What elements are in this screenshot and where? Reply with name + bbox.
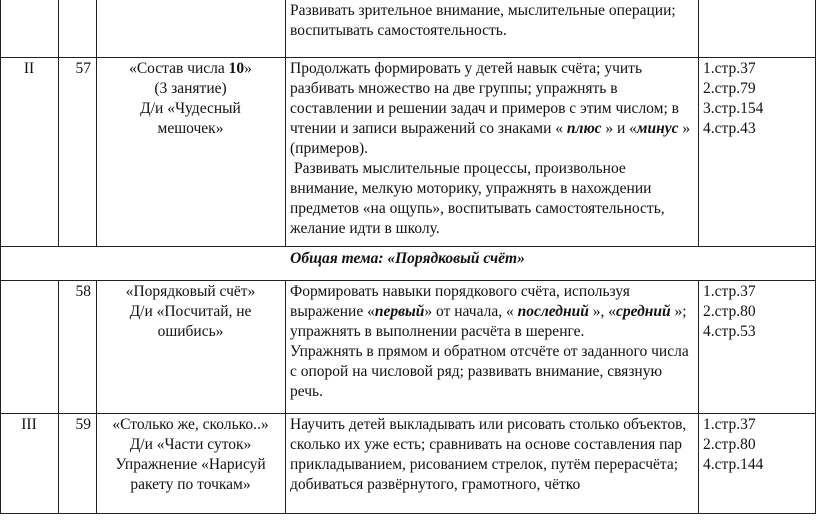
goal-line: Упражнять в прямом и обратном отсчёте от заданного числа	[290, 343, 689, 360]
topic-line: ошибись»	[157, 323, 224, 340]
goal-line: Формировать навыки порядкового счёта, используя	[290, 283, 630, 300]
goal-cell	[286, 58, 699, 247]
goal-line: с опорой на числовой ряд; развивать внимание, связную	[290, 363, 663, 380]
topic-line: мешочек»	[157, 120, 224, 137]
goal-line: желание идти в школу.	[290, 220, 440, 237]
table-row	[1, 414, 816, 514]
topic-line: Упражнение «Нарисуй	[115, 456, 266, 473]
goal-cell	[286, 414, 699, 514]
section-cell	[1, 281, 59, 414]
goal-line: добиваться развёрнутого, грамотного, чётко	[290, 476, 581, 493]
topic-cell	[97, 281, 286, 414]
topic-title: «Состав числа 10»	[129, 60, 252, 77]
number-cell: 59	[59, 414, 97, 514]
goal-line: составлении и решении задач и примеров с этим числом; в	[290, 100, 679, 117]
goal-line: Научить детей выкладывать или рисовать столько объектов,	[290, 416, 687, 433]
goal-line: воспитывать самостоятельность.	[290, 22, 507, 39]
ref-item: 2.стр.80	[703, 303, 756, 320]
ref-item: 1.стр.37	[703, 283, 756, 300]
ref-item: 1.стр.37	[703, 416, 756, 433]
theme-row	[1, 247, 816, 281]
goal-line: Развивать мыслительные процессы, произвольное	[294, 160, 626, 177]
ref-item: 4.стр.53	[703, 323, 756, 340]
table-row	[1, 0, 816, 58]
ref-item: 4.стр.43	[703, 120, 756, 137]
table-row	[1, 281, 816, 414]
goal-line: (примеров).	[290, 140, 369, 157]
topic-line: (3 занятие)	[154, 80, 227, 97]
goal-line: внимание, мелкую моторику, упражнять в нахождении	[290, 180, 652, 197]
goal-cell	[286, 281, 699, 414]
goal-line: Продолжать формировать у детей навык счёта; учить	[290, 60, 643, 77]
refs-cell	[699, 58, 816, 247]
theme-title: Общая тема: «Порядковый счёт»	[1, 247, 816, 281]
table-row	[1, 58, 816, 247]
topic-line: Д/и «Чудесный	[140, 100, 241, 117]
section-cell: II	[1, 58, 59, 247]
topic-cell	[97, 0, 286, 58]
ref-item: 2.стр.79	[703, 80, 756, 97]
topic-title: «Порядковый счёт»	[125, 283, 256, 300]
goal-line: прикладыванием, рисованием стрелок, путём перерасчёта;	[290, 456, 679, 473]
ref-item: 2.стр.80	[703, 436, 756, 453]
section-cell	[1, 0, 59, 58]
goal-line: предметов «на ощупь», воспитывать самостоятельность,	[290, 200, 665, 217]
ref-item: 4.стр.144	[703, 456, 764, 473]
section-cell: III	[1, 414, 59, 514]
goal-line: сколько их уже есть; сравнивать на основе составления пар	[290, 436, 683, 453]
goal-line: упражнять в выполнении расчёта в шеренге.	[290, 323, 585, 340]
goal-line: речь.	[290, 383, 323, 400]
goal-line: чтении и записи выражений со знаками « плюс » и «минус »	[290, 120, 691, 137]
topic-line: Д/и «Части суток»	[129, 436, 252, 453]
goal-line: Развивать зрительное внимание, мыслительные операции;	[290, 2, 676, 19]
ref-item: 1.стр.37	[703, 60, 756, 77]
topic-line: ракету по точкам»	[130, 476, 251, 493]
topic-title: «Столько же, сколько..»	[112, 416, 269, 433]
goal-line: выражение «первый» от начала, « последний », «средний »;	[290, 303, 687, 320]
number-cell: 58	[59, 281, 97, 414]
refs-cell	[699, 414, 816, 514]
number-cell	[59, 0, 97, 58]
ref-item: 3.стр.154	[703, 100, 764, 117]
topic-cell	[97, 58, 286, 247]
number-cell: 57	[59, 58, 97, 247]
topic-cell	[97, 414, 286, 514]
topic-line: Д/и «Посчитай, не	[129, 303, 252, 320]
refs-cell	[699, 281, 816, 414]
refs-cell	[699, 0, 816, 58]
goal-cell	[286, 0, 699, 58]
goal-line: разбивать множество на две группы; упражнять в	[290, 80, 618, 97]
